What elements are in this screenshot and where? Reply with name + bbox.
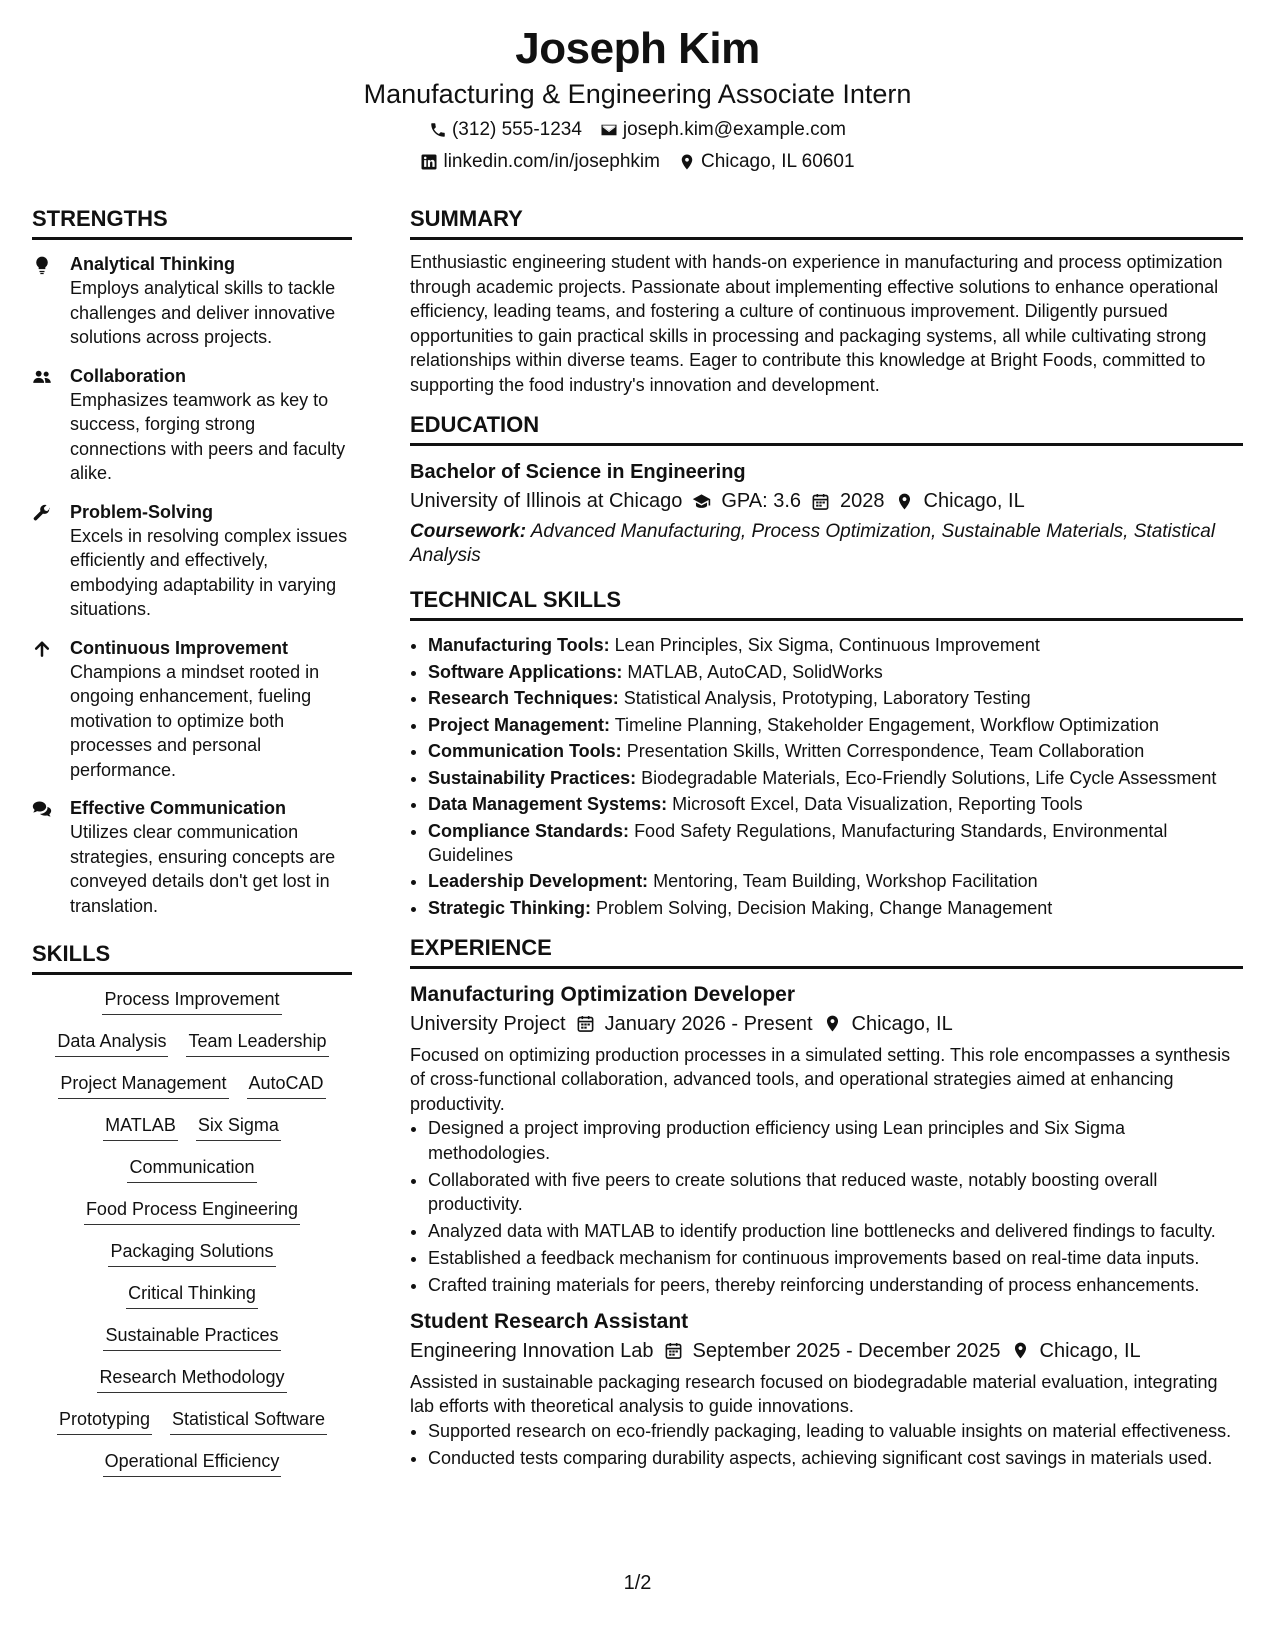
strength-desc: Excels in resolving complex issues efficiently and effectively, embodying adaptability in varying situations. (70, 525, 348, 619)
skills-row (32, 987, 352, 1015)
technical-skill-value: Timeline Planning, Stakeholder Engagement, Workflow Optimization (614, 714, 1160, 735)
email-item[interactable] (600, 118, 846, 142)
skill-tag: Team Leadership (186, 1029, 328, 1057)
technical-skill-item (428, 660, 1243, 684)
skill-tag: Operational Efficiency (103, 1449, 282, 1477)
skill-tag: Statistical Software (170, 1407, 327, 1435)
technical-skill-value: Problem Solving, Decision Making, Change Management (596, 897, 1053, 918)
contact-line-1 (0, 118, 1275, 142)
strength-item (32, 636, 352, 783)
skills-row (32, 1323, 352, 1351)
technical-skill-label: Research Techniques: (428, 688, 619, 708)
candidate-name: Joseph Kim (515, 24, 760, 73)
skill-tag: AutoCAD (247, 1071, 326, 1099)
job-bullet: • Supported research on eco-friendly packaging, leading to valuable insights on material effectiveness. (428, 1419, 1243, 1444)
technical-skill-value: Microsoft Excel, Data Visualization, Reporting Tools (672, 794, 1083, 814)
school-name: University of Illinois at Chicago (410, 490, 683, 512)
map-marker-icon (678, 153, 696, 171)
technical-skill-item (428, 686, 1243, 710)
strength-item (32, 796, 352, 918)
contact-line-2 (0, 150, 1275, 174)
experience-list (410, 981, 1243, 1471)
technical-skills-heading: TECHNICAL SKILLS (410, 586, 1243, 621)
job-description: Focused on optimizing production processes in a simulated setting. This role encompasses a synthesis of cross-functional collaboration, advanced tools, and operational strategies aimed at enhancing productivity. (410, 1044, 1231, 1114)
left-column (32, 205, 352, 1491)
technical-skill-item (428, 633, 1243, 657)
linkedin-item[interactable] (420, 150, 660, 174)
job-bullet: • Collaborated with five peers to create solutions that reduced waste, notably boosting overall productivity. (428, 1168, 1243, 1217)
technical-skill-value: Food Safety Regulations, Manufacturing Standards, Environmental Guidelines (428, 820, 1168, 865)
technical-skill-label: Strategic Thinking: (428, 897, 592, 918)
skill-tag: Research Methodology (97, 1365, 286, 1393)
users-icon (32, 367, 52, 387)
skill-tag: Communication (127, 1155, 256, 1183)
job-bullets (410, 1116, 1243, 1298)
job-bullets (410, 1419, 1243, 1471)
strength-desc: Champions a mindset rooted in ongoing enhancement, fueling motivation to optimize both processes and personal performance. (70, 661, 320, 780)
skills-row (32, 1113, 352, 1141)
skill-tag: Project Management (58, 1071, 228, 1099)
skills-row (32, 1407, 352, 1435)
job-description: Assisted in sustainable packaging research focused on biodegradable material evaluation, integrating lab efforts with theoretical analysis to guide innovations. (410, 1371, 1218, 1416)
technical-skill-value: Statistical Analysis, Prototyping, Laboratory Testing (623, 688, 1031, 708)
strengths-heading: STRENGTHS (32, 205, 352, 240)
strength-desc: Utilizes clear communication strategies, ensuring concepts are conveyed details don't get lost in translation. (70, 822, 336, 916)
technical-skill-label: Compliance Standards: (428, 820, 630, 841)
strength-item (32, 500, 352, 622)
job-dates: January 2026 - Present (604, 1012, 813, 1035)
job-org: University Project (410, 1012, 566, 1035)
school-location: Chicago, IL (923, 490, 1025, 512)
technical-skill-label: Data Management Systems: (428, 794, 668, 814)
technical-skill-item (428, 713, 1243, 737)
skills-row (32, 1197, 352, 1225)
job-dates: September 2025 - December 2025 (692, 1339, 1001, 1362)
skills-row (32, 1365, 352, 1393)
technical-skill-label: Leadership Development: (428, 871, 649, 891)
technical-skill-label: Manufacturing Tools: (428, 635, 610, 655)
location-text: Chicago, IL 60601 (700, 151, 855, 172)
job-location: Chicago, IL (851, 1012, 953, 1035)
degree-name: Bachelor of Science in Engineering (410, 461, 746, 483)
technical-skill-label: Sustainability Practices: (428, 767, 637, 788)
skill-tag: Prototyping (57, 1407, 152, 1435)
coursework-label: Coursework: (410, 521, 527, 542)
skill-tag: Critical Thinking (126, 1281, 258, 1309)
skill-tag: Data Analysis (55, 1029, 168, 1057)
strength-title: Collaboration (70, 365, 186, 386)
strengths-list (32, 252, 352, 918)
strength-title: Continuous Improvement (70, 637, 289, 658)
job-bullet: • Conducted tests comparing durability aspects, achieving significant cost savings in materials used. (428, 1446, 1243, 1471)
experience-entry (410, 981, 1243, 1298)
skills-row (32, 1029, 352, 1057)
arrow-up-icon (32, 639, 52, 659)
technical-skill-label: Software Applications: (428, 661, 623, 682)
summary-heading: SUMMARY (410, 205, 1243, 240)
technical-skill-label: Project Management: (428, 714, 611, 735)
skills-heading: SKILLS (32, 940, 352, 975)
job-location: Chicago, IL (1039, 1339, 1141, 1362)
coursework (410, 520, 1243, 568)
technical-skill-value: Biodegradable Materials, Eco-Friendly Solutions, Life Cycle Assessment (641, 767, 1217, 788)
experience-heading: EXPERIENCE (410, 934, 1243, 969)
graduation-year: 2028 (840, 490, 885, 512)
summary-text: Enthusiastic engineering student with hands-on experience in manufacturing and process optimization through academic projects. Passionate about implementing effective solutions to enhance operational efficiency, leading teams, and fostering a culture of continuous improvement. Diligently pursued opportunities to gain practical skills in processing and packaging systems, all while cultivating strong relationships within diverse teams. Eager to contribute this knowledge at Bright Foods, committed to supporting the food industry's innovation and development. (410, 252, 1223, 395)
lightbulb-icon (32, 255, 52, 275)
job-bullet: • Designed a project improving production efficiency using Lean principles and Six Sigma methodologies. (428, 1116, 1243, 1165)
skills-list (32, 987, 352, 1477)
job-meta (410, 1009, 1243, 1039)
calendar-icon (664, 1341, 683, 1360)
linkedin-icon (420, 153, 438, 171)
wrench-icon (32, 503, 52, 523)
education-meta (410, 486, 1243, 516)
job-bullet: • Established a feedback mechanism for continuous improvements based on real-time data inputs. (428, 1246, 1243, 1271)
phone-text: (312) 555-1234 (451, 119, 582, 140)
graduation-cap-icon (692, 492, 711, 511)
technical-skill-item (428, 869, 1243, 893)
technical-skill-value: Presentation Skills, Written Correspondence, Team Collaboration (626, 741, 1145, 761)
skill-tag: Six Sigma (196, 1113, 281, 1141)
strength-item (32, 252, 352, 350)
skills-row (32, 1155, 352, 1183)
gpa-text: GPA: 3.6 (721, 490, 802, 512)
map-marker-icon (895, 492, 914, 511)
technical-skills-list (410, 633, 1243, 920)
technical-skill-value: Mentoring, Team Building, Workshop Facilitation (653, 871, 1038, 891)
technical-skill-item (428, 896, 1243, 920)
right-column (410, 205, 1243, 1473)
candidate-title: Manufacturing & Engineering Associate Intern (363, 79, 912, 109)
technical-skill-item (428, 792, 1243, 816)
job-bullet: • Analyzed data with MATLAB to identify production line bottlenecks and delivered findings to faculty. (428, 1219, 1243, 1244)
calendar-icon (576, 1014, 595, 1033)
page-number: 1/2 (623, 1572, 652, 1594)
job-org: Engineering Innovation Lab (410, 1339, 654, 1362)
skill-tag: Packaging Solutions (108, 1239, 275, 1267)
calendar-icon (811, 492, 830, 511)
technical-skill-item (428, 739, 1243, 763)
experience-entry (410, 1308, 1243, 1471)
skills-row (32, 1239, 352, 1267)
skills-row (32, 1281, 352, 1309)
job-title: Student Research Assistant (410, 1309, 689, 1333)
strength-title: Effective Communication (70, 798, 287, 818)
skill-tag: MATLAB (103, 1113, 178, 1141)
phone-icon (429, 121, 447, 139)
resume-header (0, 22, 1275, 174)
envelope-icon (600, 121, 618, 139)
map-marker-icon (1011, 1341, 1030, 1360)
skills-row (32, 1071, 352, 1099)
phone-item (429, 118, 582, 142)
map-marker-icon (823, 1014, 842, 1033)
technical-skill-item (428, 766, 1243, 790)
strength-title: Analytical Thinking (70, 254, 236, 274)
email-text[interactable]: joseph.kim@example.com (622, 119, 847, 140)
job-meta (410, 1336, 1243, 1366)
strength-item (32, 364, 352, 486)
skill-tag: Food Process Engineering (84, 1197, 300, 1225)
linkedin-text[interactable]: linkedin.com/in/josephkim (443, 151, 660, 172)
location-item (678, 150, 855, 174)
technical-skill-item (428, 819, 1243, 867)
job-bullet: • Crafted training materials for peers, thereby reinforcing understanding of process enhancements. (428, 1273, 1243, 1298)
strength-desc: Emphasizes teamwork as key to success, forging strong connections with peers and faculty alike. (70, 389, 346, 483)
technical-skill-label: Communication Tools: (428, 741, 622, 761)
skills-row (32, 1449, 352, 1477)
education-heading: EDUCATION (410, 411, 1243, 446)
strength-desc: Employs analytical skills to tackle challenges and deliver innovative solutions across projects. (70, 278, 336, 347)
coursework-list: Advanced Manufacturing, Process Optimization, Sustainable Materials, Statistical Analysis (410, 521, 1216, 566)
skill-tag: Process Improvement (102, 987, 281, 1015)
technical-skill-value: MATLAB, AutoCAD, SolidWorks (627, 661, 883, 682)
job-title: Manufacturing Optimization Developer (410, 982, 796, 1006)
comments-icon (32, 799, 52, 819)
skill-tag: Sustainable Practices (103, 1323, 280, 1351)
strength-title: Problem-Solving (70, 501, 214, 522)
technical-skill-value: Lean Principles, Six Sigma, Continuous Improvement (614, 635, 1040, 655)
